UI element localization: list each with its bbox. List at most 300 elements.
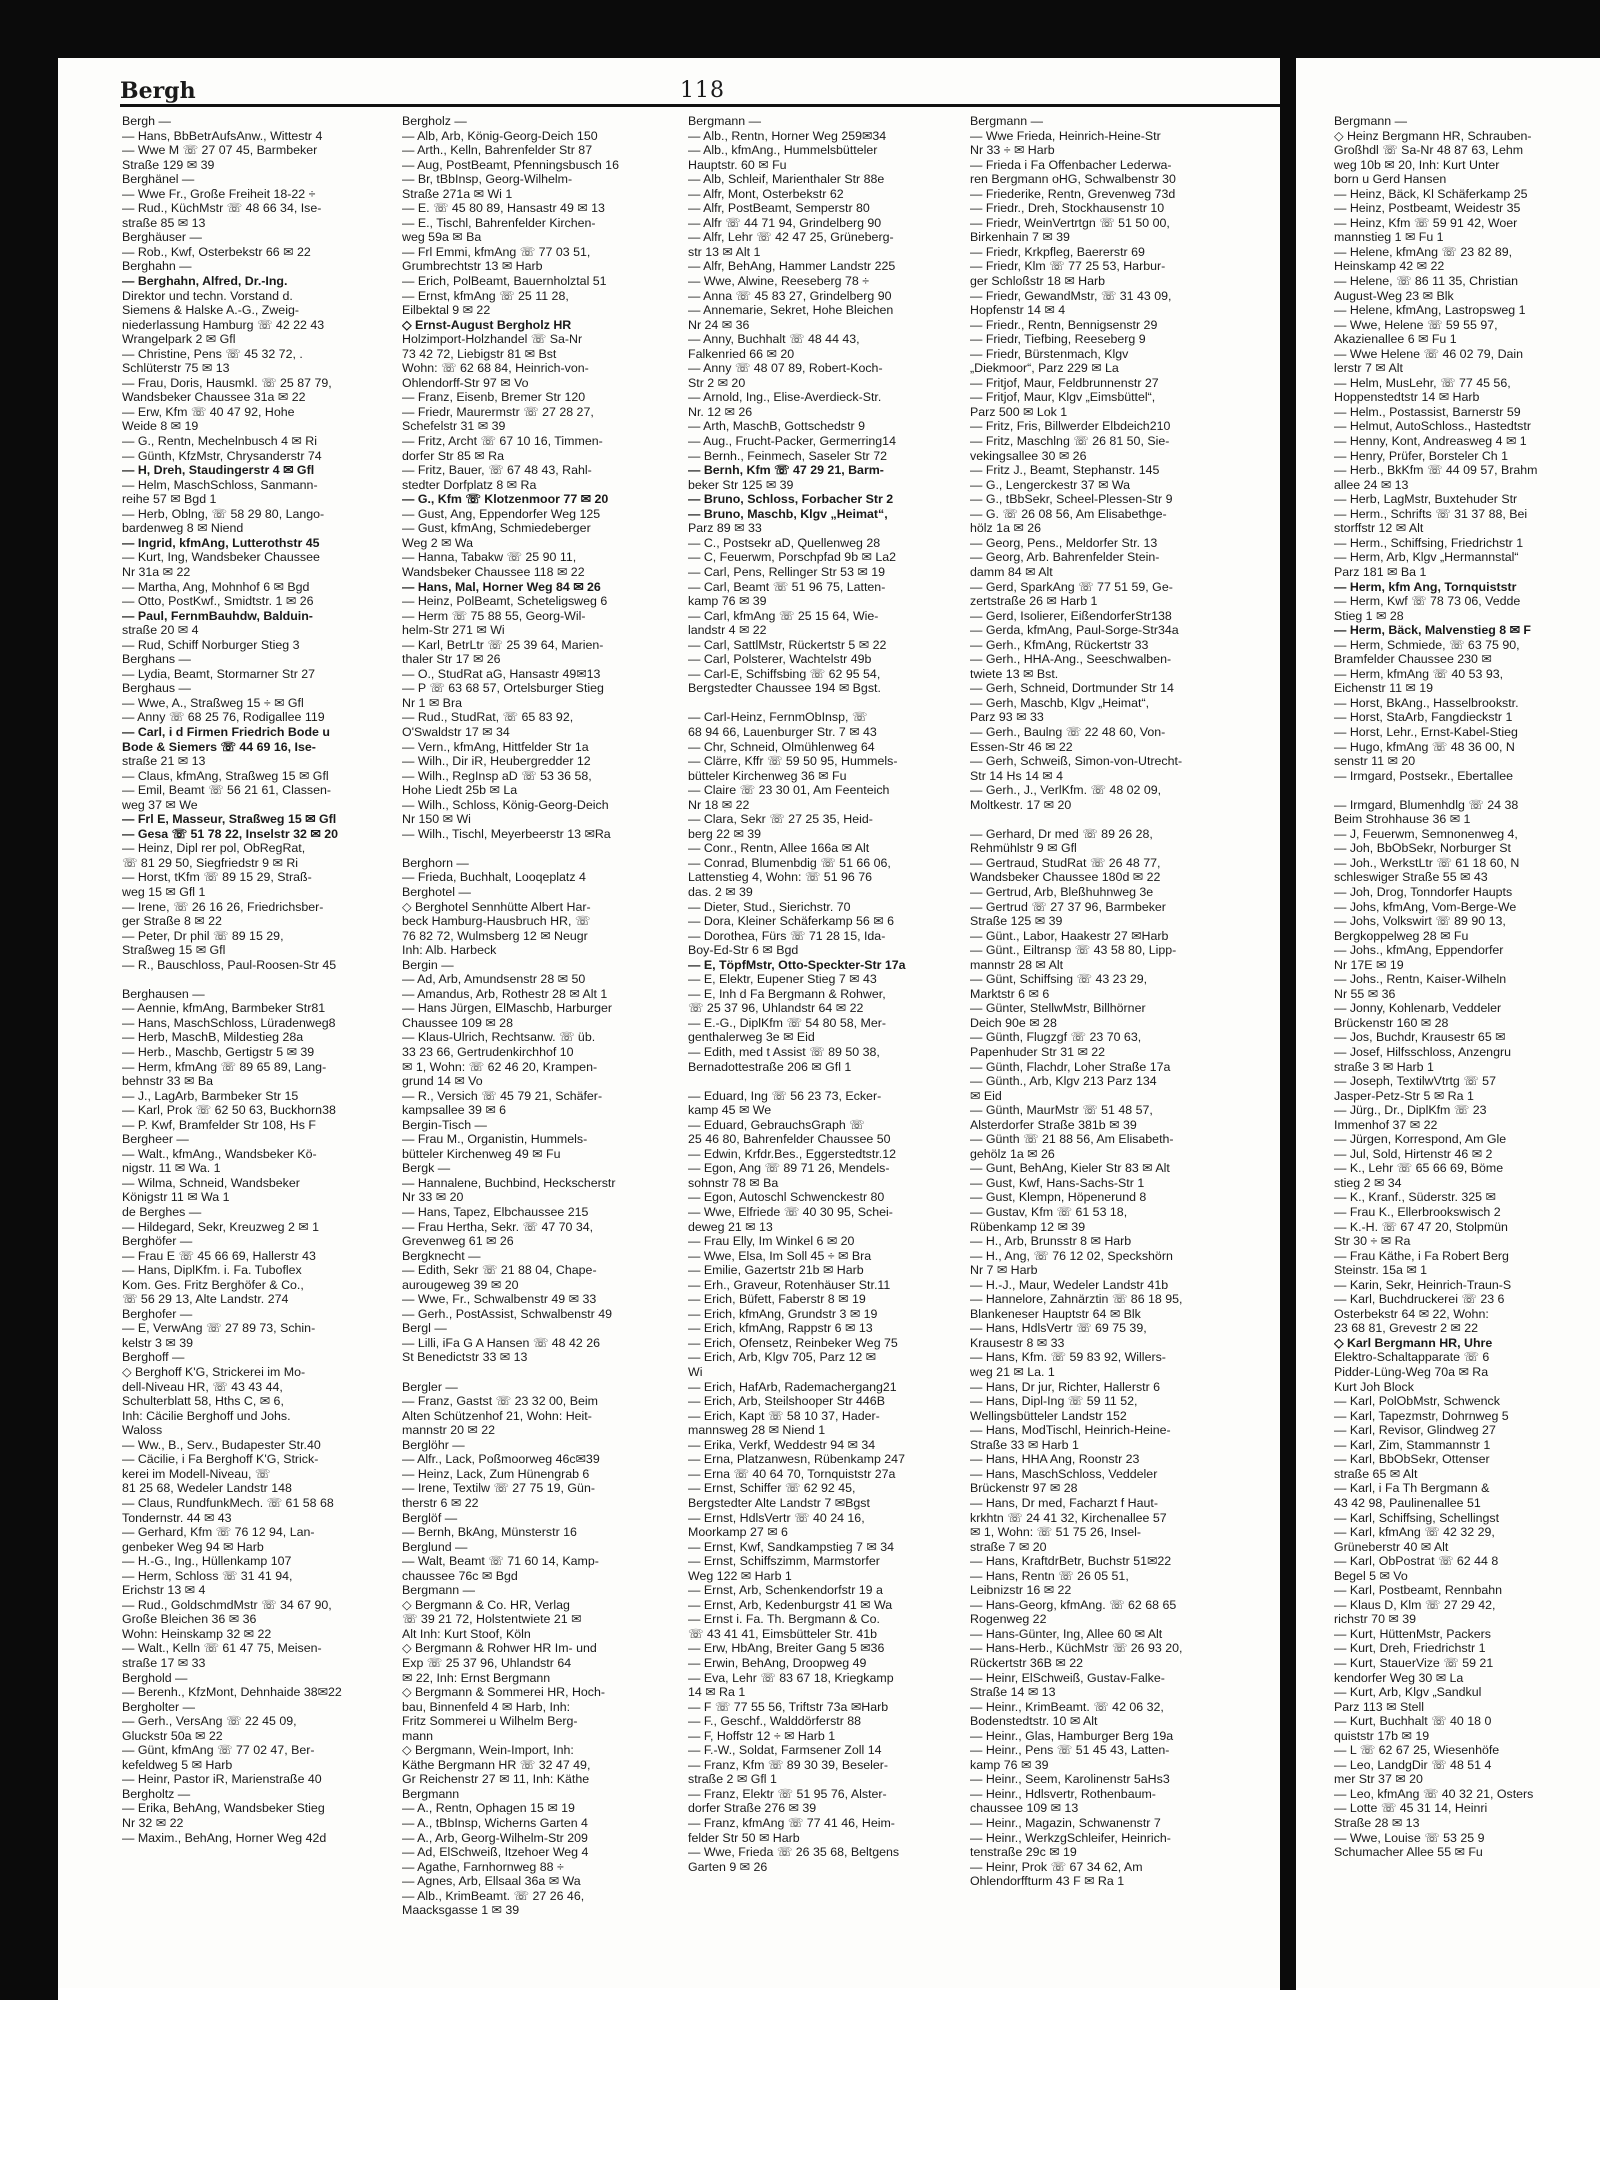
directory-entry-line: — F., Geschf., Walddörferstr 88 xyxy=(688,1714,862,1729)
directory-entry-line: Bergkoppelweg 28 ✉ Fu xyxy=(1334,928,1469,943)
directory-entry-line: nigstr. 11 ✉ Wa. 1 xyxy=(122,1161,221,1176)
directory-entry-line: 23 68 81, Grevestr 2 ✉ 22 xyxy=(1334,1321,1479,1336)
directory-entry-line: — Wwe, Frieda ☏ 26 35 68, Beltgens xyxy=(688,1845,900,1860)
directory-entry-line: Bergholter — xyxy=(122,1699,196,1714)
directory-entry-line: Schulterblatt 58, Hths C, ✉ 6, xyxy=(122,1394,284,1409)
directory-entry-line: — Frau E ☏ 45 66 69, Hallerstr 43 xyxy=(122,1248,316,1263)
directory-entry-line: — Emilie, Gazertstr 21b ✉ Harb xyxy=(688,1263,864,1278)
directory-entry-line: Inh: Cäcilie Berghoff und Johs. xyxy=(122,1408,291,1423)
directory-entry-line: — Wwe Frieda, Heinrich-Heine-Str xyxy=(970,128,1161,143)
directory-entry-line: — Carl, Polsterer, Wachtelstr 49b xyxy=(688,652,872,667)
directory-entry-line: — P ☏ 63 68 57, Ortelsburger Stieg xyxy=(402,681,604,696)
directory-entry-line: — Fritjof, Maur, Klgv „Eimsbüttel“, xyxy=(970,390,1156,405)
directory-entry-line: — Gerh., Baulng ☏ 22 48 60, Von- xyxy=(970,724,1166,739)
directory-entry-line: — Leo, kfmAng ☏ 40 32 21, Osters xyxy=(1334,1786,1534,1801)
directory-entry-line: 68 94 66, Lauenburger Str. 7 ✉ 43 xyxy=(688,724,877,739)
directory-entry-line: Beim Strohhause 36 ✉ 1 xyxy=(1334,812,1471,827)
directory-entry-line: — Gerh., PostAssist, Schwalbenstr 49 xyxy=(402,1306,613,1321)
directory-entry-line: — Karl, Prok ☏ 62 50 63, Buckhorn38 xyxy=(122,1103,336,1118)
directory-entry-line: — E, VerwAng ☏ 27 89 73, Schin- xyxy=(122,1321,316,1336)
directory-entry-line: — Christine, Pens ☏ 45 32 72, . xyxy=(122,346,303,361)
directory-entry-line: — Hans, Tapez, Elbchaussee 215 xyxy=(402,1205,589,1220)
directory-entry-line: — Helmut, AutoSchloss., Hastedtstr xyxy=(1334,419,1531,434)
directory-entry-line: — Gunt, BehAng, Kieler Str 83 ✉ Alt xyxy=(970,1161,1170,1176)
directory-entry-line: — H., Ang, ☏ 76 12 02, Speckshörn xyxy=(970,1248,1173,1263)
directory-entry-line: — Johs., kfmAng, Eppendorfer xyxy=(1334,943,1504,958)
directory-entry-line: — Hans, Kfm. ☏ 59 83 92, Willers- xyxy=(970,1350,1166,1365)
directory-entry-line: born u Gerd Hansen xyxy=(1334,172,1447,187)
directory-entry-line: quiststr 17b ✉ 19 xyxy=(1334,1728,1430,1743)
directory-entry-line: — Günth., Arb, Klgv 213 Parz 134 xyxy=(970,1074,1157,1089)
directory-entry-line: — Walt., Kelln ☏ 61 47 75, Meisen- xyxy=(122,1641,322,1656)
directory-entry-line: — Carl, Pens, Rellinger Str 53 ✉ 19 xyxy=(688,564,886,579)
directory-entry-line: — Ernst, Arb, Schenkendorfstr 19 a xyxy=(688,1583,883,1598)
directory-entry-line: Kom. Ges. Fritz Berghöfer & Co., xyxy=(122,1277,304,1292)
directory-entry-line: reihe 57 ✉ Bgd 1 xyxy=(122,492,217,507)
directory-entry-line: — Wilh., Tischl, Meyerbeerstr 13 ✉Ra xyxy=(402,826,611,841)
directory-entry-line: St Benedictstr 33 ✉ 13 xyxy=(402,1350,528,1365)
directory-entry-line: — Wwe Fr., Große Freiheit 18-22 ÷ xyxy=(122,186,316,201)
directory-entry-line: — C., Postsekr aD, Quellenweg 28 xyxy=(688,535,881,550)
directory-entry-line: — Fritz, Maschlng ☏ 26 81 50, Sie- xyxy=(970,434,1170,449)
directory-entry-line: — Karl, i Fa Th Bergmann & xyxy=(1334,1481,1490,1496)
directory-entry-line: — Bruno, Schloss, Forbacher Str 2 xyxy=(688,492,894,507)
directory-entry-line: — Henny, Kont, Andreasweg 4 ✉ 1 xyxy=(1334,434,1527,449)
directory-entry-line: helm-Str 271 ✉ Wi xyxy=(402,623,505,638)
directory-entry-line: straße 2 ✉ Gfl 1 xyxy=(688,1772,777,1787)
directory-entry-line: — R., Bauschloss, Paul-Roosen-Str 45 xyxy=(122,957,337,972)
directory-entry-line: — Frau K., Ellerbrookswisch 2 xyxy=(1334,1205,1501,1220)
directory-entry-line: — Wwe, Fr., Schwalbenstr 49 ✉ 33 xyxy=(402,1292,597,1307)
directory-entry-line: Boy-Ed-Str 6 ✉ Bgd xyxy=(688,943,799,958)
directory-entry-line: — Herm, Schmiede, ☏ 63 75 90, xyxy=(1334,637,1520,652)
directory-entry-line: landstr 4 ✉ 22 xyxy=(688,623,767,638)
directory-column-4 xyxy=(970,114,1240,1974)
directory-entry-line: grund 14 ✉ Vo xyxy=(402,1074,483,1089)
directory-entry-line: — Günt., Eiltransp ☏ 43 58 80, Lipp- xyxy=(970,943,1177,958)
directory-entry-line: Berghotel — xyxy=(402,884,471,899)
directory-entry-line: — Anna ☏ 45 83 27, Grindelberg 90 xyxy=(688,288,892,303)
directory-entry-line: Berglöhr — xyxy=(402,1437,465,1452)
directory-entry-line: — Franz, Kfm ☏ 89 30 39, Beseler- xyxy=(688,1757,889,1772)
directory-entry-line: — Heinr, Pastor iR, Marienstraße 40 xyxy=(122,1772,322,1787)
directory-entry-line: Weg 2 ✉ Wa xyxy=(402,535,473,550)
directory-entry-line: Ohlendorff-Str 97 ✉ Vo xyxy=(402,375,529,390)
directory-entry-line: Akazienallee 6 ✉ Fu 1 xyxy=(1334,332,1457,347)
directory-entry-line: — Emil, Beamt ☏ 56 21 61, Classen- xyxy=(122,783,332,798)
directory-entry-line: Immenhof 37 ✉ 22 xyxy=(1334,1117,1438,1132)
directory-entry-line: — Gertraud, StudRat ☏ 26 48 77, xyxy=(970,855,1161,870)
directory-entry-line: Exp ☏ 25 37 96, Uhlandstr 64 xyxy=(402,1655,572,1670)
directory-entry-line: — Herm, Bäck, Malvenstieg 8 ✉ F xyxy=(1334,623,1531,638)
directory-entry-line: ✉ 22, Inh: Ernst Bergmann xyxy=(402,1670,551,1685)
directory-entry-line: Wandsbeker Chaussee 31a ✉ 22 xyxy=(122,390,306,405)
directory-entry-line: — Karl, PolObMstr, Schwenck xyxy=(1334,1394,1500,1409)
directory-entry-line: Nr 33 ÷ ✉ Harb xyxy=(970,143,1055,158)
directory-entry-line: kampsallee 39 ✉ 6 xyxy=(402,1103,507,1118)
directory-entry-line: — Clärre, Kffr ☏ 59 50 95, Hummels- xyxy=(688,754,898,769)
directory-entry-line: behnstr 33 ✉ Ba xyxy=(122,1074,213,1089)
directory-entry-line: — Heinr., WerkzgSchleifer, Heinrich- xyxy=(970,1830,1171,1845)
directory-entry-line: — Hans, Mal, Horner Weg 84 ✉ 26 xyxy=(402,579,601,594)
directory-entry-line: kamp 45 ✉ We xyxy=(688,1103,772,1118)
directory-entry-line: — Friedr, WeinVertrtgn ☏ 51 50 00, xyxy=(970,215,1170,230)
directory-entry-line: — K., Kranf., Süderstr. 325 ✉ xyxy=(1334,1190,1496,1205)
directory-entry-line: Stieg 1 ✉ 28 xyxy=(1334,608,1404,623)
directory-entry-line: Bergmann — xyxy=(970,114,1044,128)
directory-entry-line: senstr 11 ✉ 20 xyxy=(1334,754,1416,769)
directory-entry-line: — Heinr., Seem, Karolinenstr 5aHs3 xyxy=(970,1772,1170,1787)
directory-entry-line: — F.-W., Soldat, Farmsener Zoll 14 xyxy=(688,1743,882,1758)
directory-entry-line: Rogenweg 22 xyxy=(970,1612,1047,1627)
directory-entry-line: — E., Tischl, Bahrenfelder Kirchen- xyxy=(402,215,596,230)
directory-entry-line: — Kurt, Ing, Wandsbeker Chaussee xyxy=(122,550,320,565)
directory-entry-line: — Erw, HbAng, Breiter Gang 5 ✉36 xyxy=(688,1641,885,1656)
directory-entry-line: Bergl — xyxy=(402,1321,447,1336)
directory-entry-line: — Otto, PostKwf., Smidtstr. 1 ✉ 26 xyxy=(122,594,314,609)
directory-entry-line: — Herm ☏ 75 88 55, Georg-Wil- xyxy=(402,608,586,623)
directory-entry-line: — Heinr., Pens ☏ 51 45 43, Latten- xyxy=(970,1743,1170,1758)
directory-entry-line: — Eduard, Ing ☏ 56 23 73, Ecker- xyxy=(688,1088,882,1103)
directory-entry-line: Nr. 12 ✉ 26 xyxy=(688,404,753,419)
directory-entry-line: — Frau Hertha, Sekr. ☏ 47 70 34, xyxy=(402,1219,594,1234)
directory-entry-line: ◇ Ernst-August Bergholz HR xyxy=(402,317,572,332)
directory-entry-line: — E.-G., DiplKfm ☏ 54 80 58, Mer- xyxy=(688,1015,886,1030)
directory-entry-line: — Rud, Schiff Norburger Stieg 3 xyxy=(122,637,300,652)
directory-entry-line: — Egon, Autoschl Schwenckestr 80 xyxy=(688,1190,885,1205)
directory-entry-line: — Chr, Schneid, Olmühlenweg 64 xyxy=(688,739,875,754)
directory-entry-line: — Heinr, Prok ☏ 67 34 62, Am xyxy=(970,1859,1143,1874)
directory-entry-line: — G., Lengerckestr 37 ✉ Wa xyxy=(970,477,1131,492)
directory-entry-line: berg 22 ✉ 39 xyxy=(688,826,762,841)
directory-entry-line: — Heinz, Kfm ☏ 59 91 42, Woer xyxy=(1334,215,1518,230)
directory-entry-line: 25 46 80, Bahrenfelder Chaussee 50 xyxy=(688,1132,891,1147)
directory-entry-line: — G. ☏ 26 08 56, Am Elisabethge- xyxy=(970,506,1167,521)
directory-entry-line: Bergin-Tisch — xyxy=(402,1117,487,1132)
directory-entry-line: ◇ Bergmann, Wein-Import, Inh: xyxy=(402,1743,574,1758)
directory-entry-line: — P. Kwf, Bramfelder Str 108, Hs F xyxy=(122,1117,316,1132)
directory-entry-line xyxy=(688,1074,958,1089)
directory-entry-line xyxy=(402,1365,672,1380)
directory-entry-line: Königstr 11 ✉ Wa 1 xyxy=(122,1190,230,1205)
directory-entry-line: — Gertrud, Arb, Bleßhuhnweg 3e xyxy=(970,884,1154,899)
directory-entry-line: — Jürgen, Korrespond, Am Gle xyxy=(1334,1132,1507,1147)
directory-entry-line: storffstr 12 ✉ Alt xyxy=(1334,521,1424,536)
directory-entry-line: — Maxim., BehAng, Horner Weg 42d xyxy=(122,1830,327,1845)
running-head: Bergh xyxy=(120,78,196,104)
directory-entry-line: weg 21 ✉ La. 1 xyxy=(970,1365,1055,1380)
directory-entry-line: Str 30 ÷ ✉ Ra xyxy=(1334,1234,1411,1249)
directory-entry-line: Große Bleichen 36 ✉ 36 xyxy=(122,1612,257,1627)
directory-entry-line: Berglund — xyxy=(402,1539,468,1554)
directory-entry-line: sohnstr 78 ✉ Ba xyxy=(688,1175,779,1190)
directory-entry-line: mannstieg 1 ✉ Fu 1 xyxy=(1334,230,1444,245)
directory-entry-line: Berghoff — xyxy=(122,1350,185,1365)
directory-entry-line: — Alfr., Lack, Poßmoorweg 46c✉39 xyxy=(402,1452,600,1467)
directory-entry-line: Berghaus — xyxy=(122,681,191,696)
directory-entry-line: Bergin — xyxy=(402,957,454,972)
directory-entry-line: — Günth, Flachdr, Loher Straße 17a xyxy=(970,1059,1171,1074)
directory-entry-line: dorfer Str 85 ✉ Ra xyxy=(402,448,504,463)
directory-entry-line: Nr 1 ✉ Bra xyxy=(402,695,462,710)
directory-entry-line: — Herm, kfm Ang, Tornquiststr xyxy=(1334,579,1517,594)
directory-entry-line: chaussee 109 ✉ 13 xyxy=(970,1801,1079,1816)
directory-entry-line: — Lilli, iFa G A Hansen ☏ 48 42 26 xyxy=(402,1335,601,1350)
directory-entry-line: — Anny, Buchhalt ☏ 48 44 43, xyxy=(688,332,860,347)
directory-entry-line: — Friederike, Rentn, Grevenweg 73d xyxy=(970,186,1176,201)
directory-entry-line: — Cäcilie, i Fa Berghoff K'G, Strick- xyxy=(122,1452,319,1467)
directory-entry-line: — Franz, Gastst ☏ 23 32 00, Beim xyxy=(402,1394,598,1409)
directory-entry-line: — Agnes, Arb, Ellsaal 36a ✉ Wa xyxy=(402,1874,581,1889)
directory-entry-line: Chaussee 109 ✉ 28 xyxy=(402,1015,513,1030)
directory-entry-line: Erichstr 13 ✉ 4 xyxy=(122,1583,206,1598)
directory-entry-line: — Karl, BbObSekr, Ottenser xyxy=(1334,1452,1490,1467)
directory-entry-line: kamp 76 ✉ 39 xyxy=(970,1757,1049,1772)
directory-entry-line: — Günth ☏ 21 88 56, Am Elisabeth- xyxy=(970,1132,1174,1147)
directory-entry-line: Berghans — xyxy=(122,652,191,667)
directory-entry-line: Steinstr. 15a ✉ 1 xyxy=(1334,1263,1428,1278)
directory-entry-line: — Arth, MaschB, Gottschedstr 9 xyxy=(688,419,865,434)
directory-entry-line: — Vern., kfmAng, Hittfelder Str 1a xyxy=(402,739,589,754)
directory-entry-line: — Paul, FernmBauhdw, Balduin- xyxy=(122,608,313,623)
directory-entry-line: — Irmgard, Blumenhdlg ☏ 24 38 xyxy=(1334,797,1519,812)
directory-entry-line: ✉ 1, Wohn: ☏ 51 75 26, Insel- xyxy=(970,1525,1141,1540)
directory-entry-line: Straße 28 ✉ 13 xyxy=(1334,1815,1420,1830)
directory-entry-line: — Johs., Rentn, Kaiser-Wilheln xyxy=(1334,972,1507,987)
directory-entry-line: ☏ 25 37 96, Uhlandstr 64 ✉ 22 xyxy=(688,1001,864,1016)
directory-entry-line: — Alfr, PostBeamt, Semperstr 80 xyxy=(688,201,870,216)
directory-entry-line: — Rud., KüchMstr ☏ 48 66 34, Ise- xyxy=(122,201,322,216)
directory-entry-line: ☏ 56 29 13, Alte Landstr. 274 xyxy=(122,1292,289,1307)
directory-entry-line: — Wwe, Helene ☏ 59 55 97, xyxy=(1334,317,1498,332)
directory-entry-line: — Ww., B., Serv., Budapester Str.40 xyxy=(122,1437,321,1452)
directory-entry-line: Direktor und techn. Vorstand d. xyxy=(122,288,293,303)
directory-entry-line: — Gust, kfmAng, Schmiedeberger xyxy=(402,521,591,536)
directory-entry-line: Straßweg 15 ✉ Gfl xyxy=(122,943,226,958)
directory-entry-line: — Kurt, Arb, Klgv „Sandkul xyxy=(1334,1685,1482,1700)
directory-entry-line: — Herm., Schiffsing, Friedrichstr 1 xyxy=(1334,535,1524,550)
directory-entry-line: stieg 2 ✉ 34 xyxy=(1334,1175,1402,1190)
directory-entry-line: Leibnizstr 16 ✉ 22 xyxy=(970,1583,1072,1598)
directory-entry-line: — Karl, Revisor, Glindweg 27 xyxy=(1334,1423,1496,1438)
directory-entry-line: — Alfr ☏ 44 71 94, Grindelberg 90 xyxy=(688,215,882,230)
directory-entry-line: Jasper-Petz-Str 5 ✉ Ra 1 xyxy=(1334,1088,1474,1103)
directory-entry-line: — Hanna, Tabakw ☏ 25 90 11, xyxy=(402,550,577,565)
directory-entry-line: Berghahn — xyxy=(122,259,192,274)
directory-entry-line: — J, Feuerwm, Semnonenweg 4, xyxy=(1334,826,1518,841)
directory-entry-line: Parz 181 ✉ Ba 1 xyxy=(1334,564,1427,579)
directory-entry-line: — Heinz, PolBeamt, Scheteligsweg 6 xyxy=(402,594,608,609)
directory-entry-line: Straße 129 ✉ 39 xyxy=(122,157,215,172)
directory-entry-line: Parz 93 ✉ 33 xyxy=(970,710,1044,725)
directory-entry-line: — Herm, Schloss ☏ 31 41 94, xyxy=(122,1568,293,1583)
directory-entry-line: Heinskamp 42 ✉ 22 xyxy=(1334,259,1445,274)
directory-entry-line: Krausestr 8 ✉ 33 xyxy=(970,1335,1065,1350)
directory-entry-line: — Helene, ☏ 86 11 35, Christian xyxy=(1334,274,1519,289)
directory-column-5-partial xyxy=(1334,114,1600,1974)
directory-entry-line: Nr 150 ✉ Wi xyxy=(402,812,471,827)
directory-entry-line: — Helene, kfmAng ☏ 23 82 89, xyxy=(1334,244,1513,259)
directory-entry-line: — Georg, Arb. Bahrenfelder Stein- xyxy=(970,550,1160,565)
directory-entry-line: — Gesa ☏ 51 78 22, Inselstr 32 ✉ 20 xyxy=(122,826,338,841)
directory-entry-line: Hohe Liedt 25b ✉ La xyxy=(402,783,518,798)
directory-entry-line: — Günt., Labor, Haakestr 27 ✉Harb xyxy=(970,928,1169,943)
directory-entry-line: — Aennie, kfmAng, Barmbeker Str81 xyxy=(122,1001,326,1016)
directory-entry-line: — Peter, Dr phil ☏ 89 15 29, xyxy=(122,928,284,943)
directory-entry-line: — Fritjof, Maur, Feldbrunnenstr 27 xyxy=(970,375,1159,390)
directory-entry-line: stedter Dorfplatz 8 ✉ Ra xyxy=(402,477,537,492)
directory-entry-line: ◇ Berghoff K'G, Strickerei im Mo- xyxy=(122,1365,306,1380)
directory-entry-line: weg 59a ✉ Ba xyxy=(402,230,482,245)
directory-entry-line: — A., Arb, Georg-Wilhelm-Str 209 xyxy=(402,1830,588,1845)
directory-entry-line: bütteler Kirchenweg 36 ✉ Fu xyxy=(688,768,847,783)
directory-entry-line: Papenhuder Str 31 ✉ 22 xyxy=(970,1045,1106,1059)
directory-entry-line: — Heinr., Magazin, Schwanenstr 7 xyxy=(970,1815,1161,1830)
directory-entry-line: Hoppenstedtstr 14 ✉ Harb xyxy=(1334,390,1480,405)
directory-entry-line: Grumbrechtstr 13 ✉ Harb xyxy=(402,259,543,274)
directory-entry-line: — Carl, kfmAng ☏ 25 15 64, Wie- xyxy=(688,608,879,623)
directory-entry-line: — Claire ☏ 23 30 01, Am Feenteich xyxy=(688,783,890,798)
directory-entry-line: — Irmgard, Postsekr., Ebertallee xyxy=(1334,768,1514,783)
directory-entry-line xyxy=(402,841,672,856)
directory-entry-line: Weide 8 ✉ 19 xyxy=(122,419,199,434)
directory-entry-line: — Annemarie, Sekret, Hohe Bleichen xyxy=(688,303,894,318)
directory-entry-line: — Helm, MaschSchloss, Sanmann- xyxy=(122,477,318,492)
directory-entry-line: allee 24 ✉ 13 xyxy=(1334,477,1409,492)
directory-entry-line: — F, Hoffstr 12 ÷ ✉ Harb 1 xyxy=(688,1728,836,1743)
directory-entry-line: — Wilh., RegInsp aD ☏ 53 36 58, xyxy=(402,768,592,783)
directory-entry-line: mannstr 28 ✉ Alt xyxy=(970,957,1064,972)
directory-entry-line: Eichenstr 11 ✉ 19 xyxy=(1334,681,1434,696)
directory-entry-line: — Herm, Kwf ☏ 78 73 06, Vedde xyxy=(1334,594,1521,609)
directory-entry-line: Straße 14 ✉ 13 xyxy=(970,1685,1056,1700)
directory-entry-line: Siemens & Halske A.-G., Zweig- xyxy=(122,303,299,318)
directory-entry-line: — Günt, Schiffsing ☏ 43 23 29, xyxy=(970,972,1148,987)
directory-entry-line: — Erich, Ofensetz, Reinbeker Weg 75 xyxy=(688,1335,898,1350)
directory-entry-line: — Günth, Flugzgf ☏ 23 70 63, xyxy=(970,1030,1142,1045)
directory-entry-line: — Frl E, Masseur, Straßweg 15 ✉ Gfl xyxy=(122,812,337,827)
directory-entry-line: — Johs, kfmAng, Vom-Berge-We xyxy=(1334,899,1517,914)
directory-entry-line: Berglöf — xyxy=(402,1510,458,1525)
directory-entry-line: Nr 33 ✉ 20 xyxy=(402,1190,464,1205)
directory-entry-line: — Herm, Arb, Klgv „Hermannstal“ xyxy=(1334,550,1519,565)
directory-entry-line: — Friedr., Dreh, Stockhausenstr 10 xyxy=(970,201,1165,216)
directory-entry-line: — Kurt, Buchhalt ☏ 40 18 0 xyxy=(1334,1714,1492,1729)
directory-entry-line: — Heinz, Bäck, Kl Schäferkamp 25 xyxy=(1334,186,1528,201)
directory-column-3 xyxy=(688,114,958,1974)
directory-entry-line: — Erna, Platzanwesn, Rübenkamp 247 xyxy=(688,1452,905,1467)
directory-entry-line: — Carl-E, Schiffsbing ☏ 62 95 54, xyxy=(688,666,881,681)
directory-entry-line: — E, Inh d Fa Bergmann & Rohwer, xyxy=(688,986,886,1001)
directory-entry-line: zertstraße 26 ✉ Harb 1 xyxy=(970,594,1098,609)
directory-entry-line: — Hans, Dipl-Ing ☏ 59 11 52, xyxy=(970,1394,1138,1409)
directory-entry-line: — Alfr, Lehr ☏ 42 47 25, Grüneberg- xyxy=(688,230,894,245)
directory-entry-line: lerstr 7 ✉ Alt xyxy=(1334,361,1403,376)
directory-entry-line: bau, Binnenfeld 4 ✉ Harb, Inh: xyxy=(402,1699,571,1714)
directory-entry-line: — Erika, Verkf, Weddestr 94 ✉ 34 xyxy=(688,1437,876,1452)
directory-entry-line: — Erna ☏ 40 64 70, Tornquiststr 27a xyxy=(688,1466,896,1481)
directory-entry-line: Bergholz — xyxy=(402,114,467,128)
page-number: 118 xyxy=(680,78,725,103)
directory-entry-line: — Kurt, HüttenMstr, Packers xyxy=(1334,1626,1491,1641)
directory-entry-line: — Eva, Lehr ☏ 83 67 18, Kriegkamp xyxy=(688,1670,894,1685)
directory-entry-line: — Alfr, BehAng, Hammer Landstr 225 xyxy=(688,259,896,274)
directory-entry-line: schleswiger Straße 55 ✉ 43 xyxy=(1334,870,1488,885)
directory-entry-line: — Karl, Postbeamt, Rennbahn xyxy=(1334,1583,1503,1598)
directory-entry-line: — Karl, Buchdruckerei ☏ 23 6 xyxy=(1334,1292,1505,1307)
directory-entry-line: bardenweg 8 ✉ Niend xyxy=(122,521,244,536)
directory-entry-line: — Erich, PolBeamt, Bauernholztal 51 xyxy=(402,274,607,289)
directory-entry-line: Waloss xyxy=(122,1423,163,1438)
directory-entry-line: — Ernst, Schiffer ☏ 62 92 45, xyxy=(688,1481,856,1496)
directory-entry-line: mannsweg 28 ✉ Niend 1 xyxy=(688,1423,826,1438)
directory-entry-line: kerei im Modell-Niveau, ☏ xyxy=(122,1466,271,1481)
directory-entry-line: — Hans, BbBetrAufsAnw., Wittestr 4 xyxy=(122,128,323,143)
directory-entry-line: Berghäuser — xyxy=(122,230,202,245)
directory-entry-line: — Friedr, Tiefbing, Reeseberg 9 xyxy=(970,332,1146,347)
directory-entry-line: — C, Feuerwm, Porschpfad 9b ✉ La2 xyxy=(688,550,897,565)
directory-entry-line: — Dorothea, Fürs ☏ 71 28 15, Ida- xyxy=(688,928,886,943)
directory-entry-line: bütteler Kirchenweg 49 ✉ Fu xyxy=(402,1146,561,1161)
directory-entry-line: 43 42 98, Paulinenallee 51 xyxy=(1334,1495,1481,1510)
directory-entry-line: Parz 89 ✉ 33 xyxy=(688,521,762,536)
directory-entry-line: dorfer Straße 276 ✉ 39 xyxy=(688,1801,817,1816)
directory-entry-line: — Martha, Ang, Mohnhof 6 ✉ Bgd xyxy=(122,579,310,594)
directory-entry-line: beck Hamburg-Hausbruch HR, ☏ xyxy=(402,914,591,929)
directory-entry-line: — Alb, Arb, König-Georg-Deich 150 xyxy=(402,128,598,143)
directory-entry-line: Moorkamp 27 ✉ 6 xyxy=(688,1525,788,1540)
directory-entry-line: — Friedr., Rentn, Bennigsenstr 29 xyxy=(970,317,1158,332)
directory-entry-line: — Gerh., HHA-Ang., Seeschwalben- xyxy=(970,652,1172,667)
directory-entry-line: — Hans-Günter, Ing, Allee 60 ✉ Alt xyxy=(970,1626,1163,1641)
directory-entry-line: — Günth, MaurMstr ☏ 51 48 57, xyxy=(970,1103,1153,1118)
directory-entry-line: — Hans, DiplKfm. i. Fa. Tuboflex xyxy=(122,1263,302,1278)
directory-entry-line: Schumacher Allee 55 ✉ Fu xyxy=(1334,1845,1483,1860)
directory-entry-line: — Frau Käthe, i Fa Robert Berg xyxy=(1334,1248,1509,1263)
directory-entry-line: — Helm, MusLehr, ☏ 77 45 56, xyxy=(1334,375,1511,390)
directory-entry-line: ◇ Karl Bergmann HR, Uhre xyxy=(1334,1335,1493,1350)
directory-entry-line: Deich 90e ✉ 28 xyxy=(970,1015,1057,1030)
directory-entry-line: straße 21 ✉ 13 xyxy=(122,754,206,769)
directory-entry-line: weg 15 ✉ Gfl 1 xyxy=(122,884,206,899)
directory-entry-line: Bergholtz — xyxy=(122,1786,191,1801)
directory-entry-line: — Friedr, GewandMstr, ☏ 31 43 09, xyxy=(970,288,1172,303)
directory-entry-line: Falkenried 66 ✉ 20 xyxy=(688,346,795,361)
directory-entry-line: — Gerd, Isolierer, EißendorferStr138 xyxy=(970,608,1172,623)
directory-entry-line: Brückenstr 160 ✉ 28 xyxy=(1334,1015,1449,1030)
directory-entry-line: Nr 31a ✉ 22 xyxy=(122,564,191,579)
directory-column-2 xyxy=(402,114,672,1974)
directory-entry-line: — Alb., kfmAng., Hummelsbütteler xyxy=(688,143,878,158)
directory-entry-line: Berghöfer — xyxy=(122,1234,193,1249)
directory-entry-line: — Franz, Elektr ☏ 51 95 76, Alster- xyxy=(688,1786,887,1801)
directory-entry-line: — Gerh, Schweiß, Simon-von-Utrecht- xyxy=(970,754,1183,769)
directory-entry-line: — Irene, ☏ 26 16 26, Friedrichsber- xyxy=(122,899,324,914)
directory-entry-line: 33 23 66, Gertrudenkirchhof 10 xyxy=(402,1045,574,1059)
directory-entry-line: — J., LagArb, Barmbeker Str 15 xyxy=(122,1088,299,1103)
directory-entry-line: — Erich, kfmAng, Grundstr 3 ✉ 19 xyxy=(688,1306,878,1321)
directory-entry-line: — Hugo, kfmAng ☏ 48 36 00, N xyxy=(1334,739,1515,754)
directory-entry-line: Birkenhain 7 ✉ 39 xyxy=(970,230,1070,245)
directory-entry-line: das. 2 ✉ 39 xyxy=(688,884,753,899)
directory-entry-line: — Wwe M ☏ 27 07 45, Barmbeker xyxy=(122,143,318,158)
directory-entry-line: — Fritz J., Beamt, Stephanstr. 145 xyxy=(970,463,1160,478)
directory-entry-line: — Franz, Eisenb, Bremer Str 120 xyxy=(402,390,586,405)
directory-entry-line: — Br, tBbInsp, Georg-Wilhelm- xyxy=(402,172,573,187)
directory-entry-line: — Wwe, Elsa, Im Soll 45 ÷ ✉ Bra xyxy=(688,1248,872,1263)
directory-entry-line: — Wilh., Dir iR, Heubergredder 12 xyxy=(402,754,591,769)
directory-entry-line: — Wilh., Schloss, König-Georg-Deich xyxy=(402,797,609,812)
